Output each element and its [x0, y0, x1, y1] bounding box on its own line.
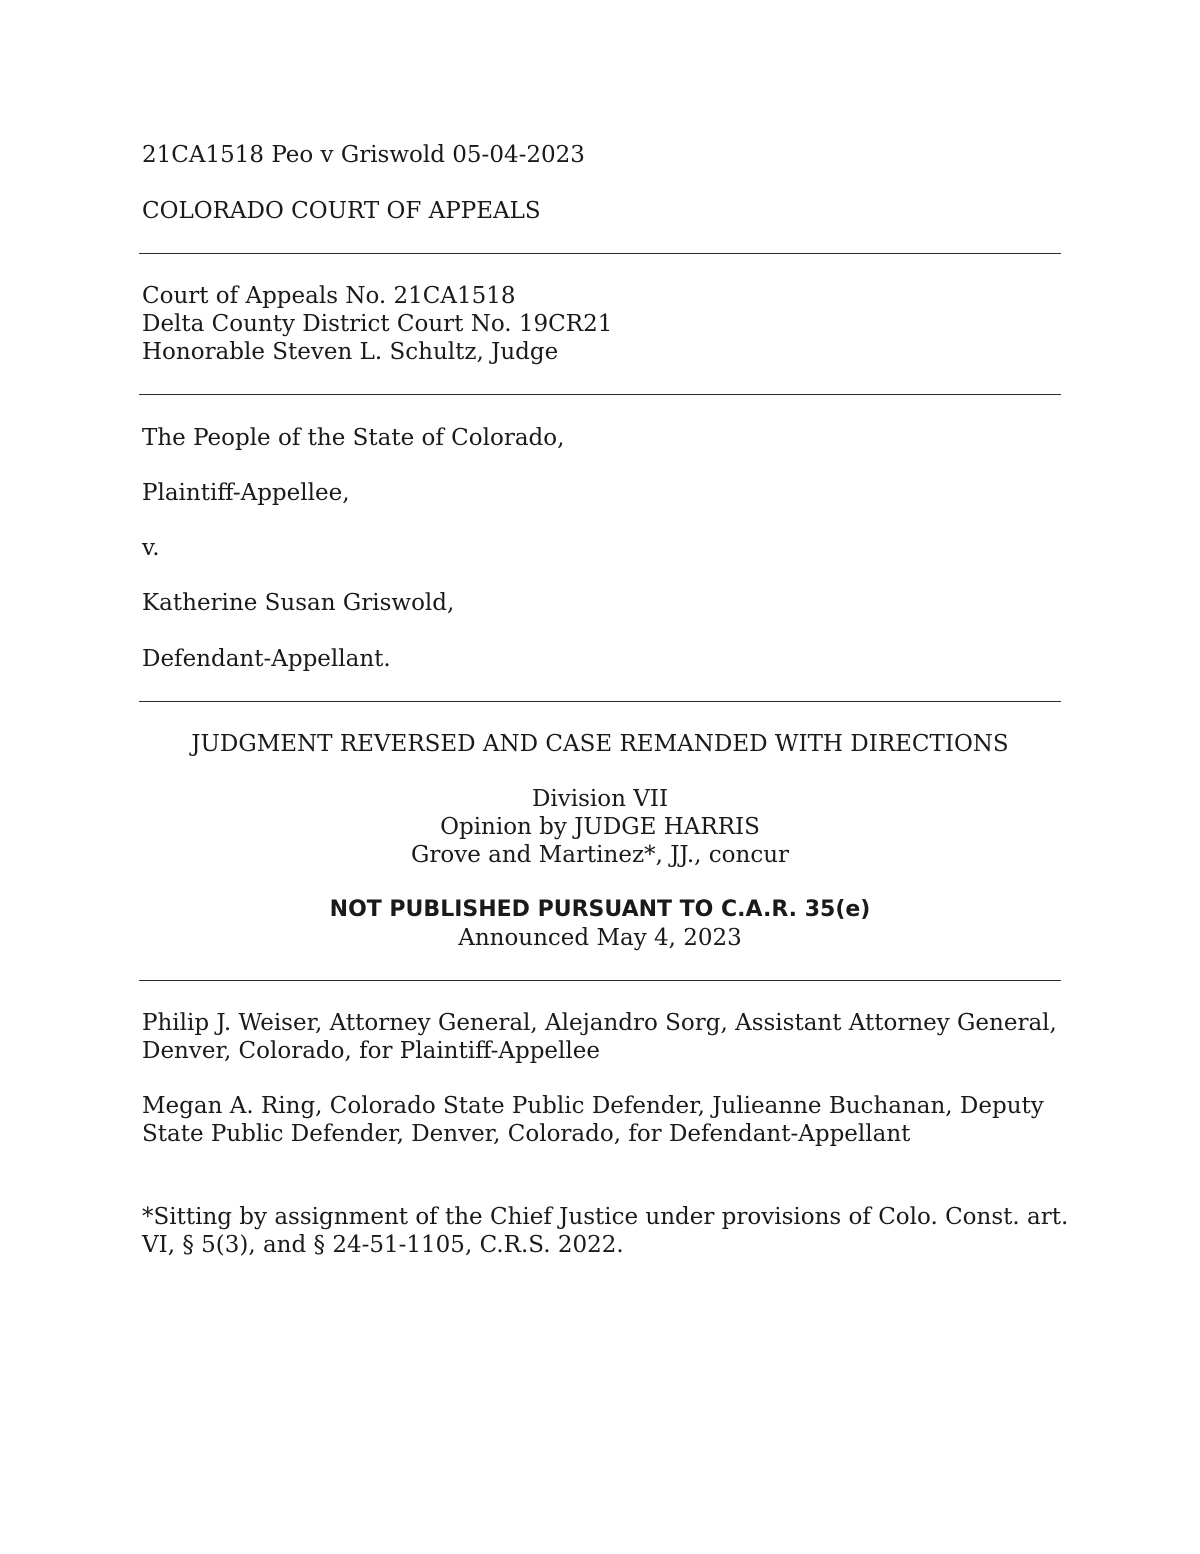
appellant-counsel	[142, 1092, 1062, 1148]
divider	[139, 980, 1061, 981]
appellant-counsel-line: State Public Defender, Denver, Colorado, for Defendant-Appellant	[142, 1121, 911, 1147]
announcement-date: Announced May 4, 2023	[458, 925, 742, 951]
publication-status: NOT PUBLISHED PURSUANT TO C.A.R. 35(e)	[329, 897, 871, 922]
appeals-number: Court of Appeals No. 21CA1518	[142, 283, 516, 309]
district-court-number: Delta County District Court No. 19CR21	[142, 311, 613, 337]
plaintiff-name: The People of the State of Colorado,	[142, 425, 565, 451]
division: Division VII	[531, 786, 669, 812]
panel-block	[140, 785, 1060, 869]
divider	[139, 394, 1061, 395]
appellee-counsel	[142, 1009, 1062, 1065]
appellant-counsel-line: Megan A. Ring, Colorado State Public Defender, Julieanne Buchanan, Deputy	[142, 1093, 1044, 1119]
appellee-counsel-line: Philip J. Weiser, Attorney General, Alejandro Sorg, Assistant Attorney General,	[142, 1010, 1057, 1036]
appellee-counsel-line: Denver, Colorado, for Plaintiff-Appellee	[142, 1038, 600, 1064]
versus: v.	[142, 535, 160, 561]
defendant-name: Katherine Susan Griswold,	[142, 590, 455, 616]
footnote-line: *Sitting by assignment of the Chief Justice under provisions of Colo. Const. art.	[142, 1204, 1069, 1230]
defendant-role: Defendant-Appellant.	[142, 646, 391, 672]
footnote	[142, 1203, 1069, 1259]
case-caption: 21CA1518 Peo v Griswold 05-04-2023	[142, 142, 585, 168]
trial-judge: Honorable Steven L. Schultz, Judge	[142, 339, 559, 365]
footnote-line: VI, § 5(3), and § 24-51-1105, C.R.S. 2022.	[142, 1232, 624, 1258]
divider	[139, 701, 1061, 702]
case-info-block	[142, 282, 1062, 366]
publication-block	[140, 896, 1060, 952]
plaintiff-role: Plaintiff-Appellee,	[142, 480, 350, 506]
judgment-heading: JUDGMENT REVERSED AND CASE REMANDED WITH DIRECTIONS	[191, 731, 1009, 757]
concurring-judges: Grove and Martinez*, JJ., concur	[410, 842, 790, 868]
opinion-author: Opinion by JUDGE HARRIS	[440, 814, 760, 840]
court-name: COLORADO COURT OF APPEALS	[142, 198, 541, 224]
divider	[139, 253, 1061, 254]
